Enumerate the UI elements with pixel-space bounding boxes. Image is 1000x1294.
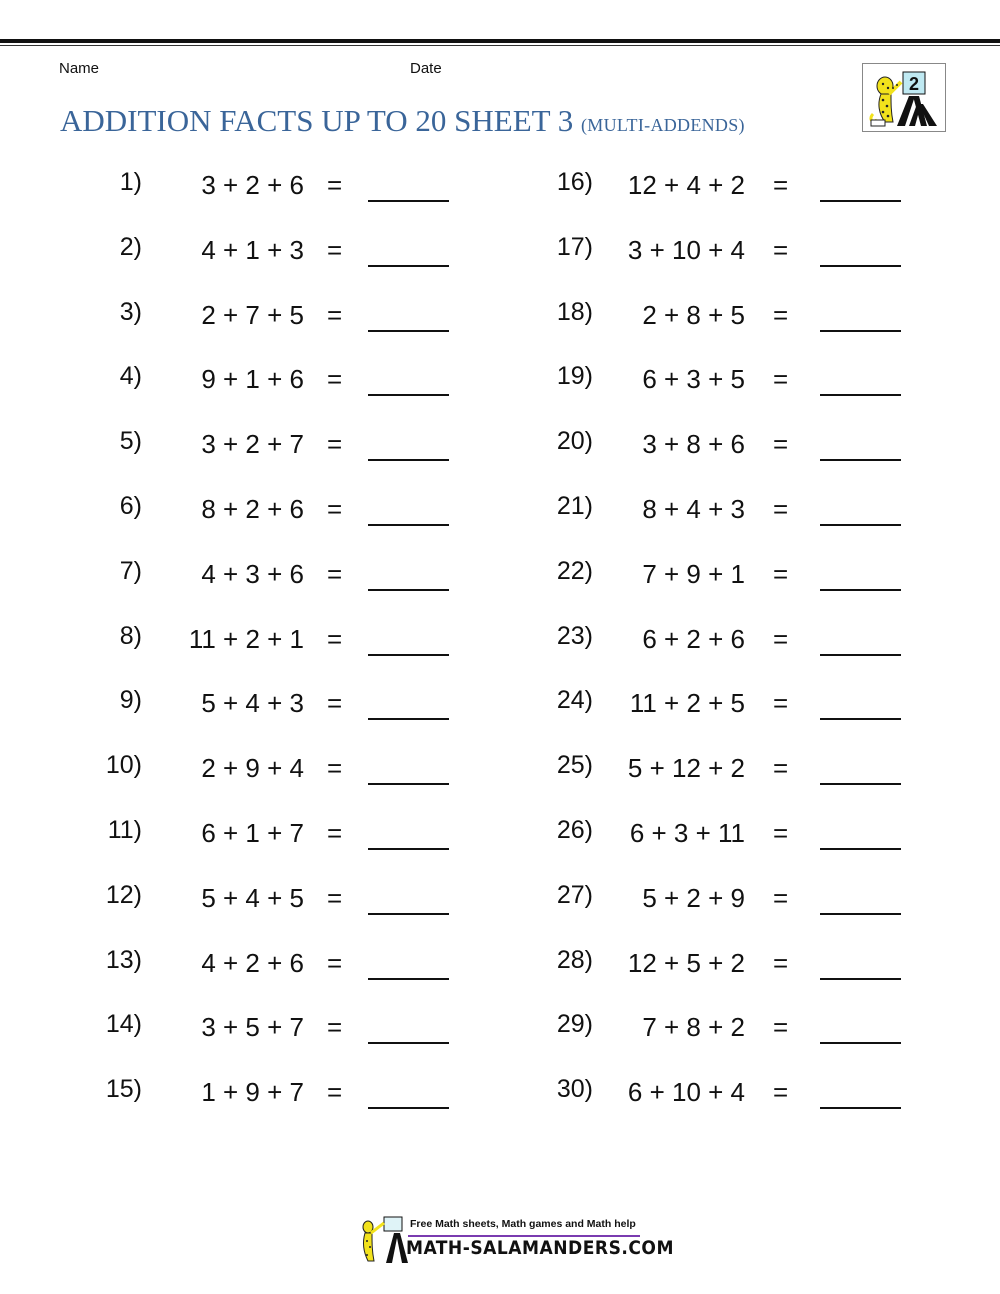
problem-expression: 4 + 2 + 6	[201, 947, 304, 978]
answer-blank[interactable]	[820, 589, 901, 591]
problem-row	[0, 170, 1000, 210]
problem-row	[0, 688, 1000, 728]
problem-expression: 6 + 3 + 5	[642, 364, 745, 395]
equals-sign: =	[773, 364, 789, 395]
equals-sign: =	[327, 170, 343, 200]
problem-expression: 3 + 2 + 7	[201, 429, 304, 460]
problem-expression: 3 + 2 + 6	[201, 170, 304, 200]
answer-blank[interactable]	[820, 394, 901, 396]
problem-number: 28)	[556, 945, 593, 974]
problem-expression: 5 + 2 + 9	[642, 882, 745, 913]
equals-sign: =	[773, 558, 789, 589]
problem-number: 14)	[105, 1010, 142, 1039]
problem-expression: 3 + 10 + 4	[627, 234, 745, 265]
problem-number: 9)	[119, 686, 142, 715]
equals-sign: =	[327, 429, 343, 460]
problem-number: 16)	[556, 168, 593, 196]
problem-number: 6)	[119, 492, 142, 520]
answer-blank[interactable]	[820, 524, 901, 526]
answer-blank[interactable]	[820, 1042, 901, 1044]
problem-row	[0, 297, 1000, 340]
problem-expression: 4 + 3 + 6	[201, 558, 304, 589]
title-subtitle: (MULTI-ADDENDS)	[581, 115, 745, 135]
problem-expression: 11 + 2 + 5	[629, 688, 745, 719]
problem-number: 22)	[556, 556, 593, 585]
problem-number: 30)	[556, 1075, 593, 1104]
problem-number: 21)	[556, 492, 593, 520]
equals-sign: =	[773, 494, 789, 524]
answer-blank[interactable]	[820, 848, 901, 850]
problem-number: 12)	[105, 880, 142, 909]
equals-sign: =	[773, 818, 789, 848]
top-rule-thick	[0, 39, 1000, 43]
problem-row	[0, 753, 1000, 793]
equals-sign: =	[773, 1012, 789, 1043]
equals-sign: =	[773, 753, 789, 784]
equals-sign: =	[327, 558, 343, 589]
answer-blank[interactable]	[820, 913, 901, 915]
equals-sign: =	[773, 234, 789, 265]
salamander-teacher-icon	[863, 64, 945, 131]
equals-sign: =	[327, 882, 343, 913]
equals-sign: =	[773, 882, 789, 913]
problem-expression: 5 + 12 + 2	[627, 753, 745, 784]
answer-blank[interactable]	[820, 200, 901, 202]
footer-tagline: Free Math sheets, Math games and Math help	[410, 1218, 636, 1230]
problem-number: 10)	[105, 751, 142, 780]
problem-row	[0, 494, 1000, 534]
problem-expression: 3 + 5 + 7	[201, 1012, 304, 1043]
equals-sign: =	[327, 753, 343, 784]
salamander-logo	[862, 63, 946, 132]
equals-sign: =	[327, 947, 343, 978]
answer-blank[interactable]	[820, 654, 901, 656]
problem-number: 23)	[556, 621, 593, 650]
problem-row	[0, 364, 1000, 404]
problem-number: 4)	[119, 362, 142, 391]
problem-number: 27)	[556, 880, 593, 909]
problem-number: 13)	[105, 945, 142, 974]
problem-expression: 2 + 8 + 5	[642, 299, 745, 330]
problem-expression: 6 + 2 + 6	[642, 623, 745, 654]
equals-sign: =	[773, 1077, 789, 1108]
problem-expression: 5 + 4 + 3	[201, 688, 304, 719]
problem-row	[0, 556, 1000, 599]
problem-number: 15)	[105, 1075, 142, 1104]
problem-number: 2)	[119, 232, 142, 261]
problem-row	[0, 1012, 1000, 1052]
equals-sign: =	[327, 234, 343, 265]
answer-blank[interactable]	[820, 265, 901, 267]
footer-salamander-icon	[356, 1215, 408, 1265]
problem-expression: 9 + 1 + 6	[201, 364, 304, 395]
equals-sign: =	[773, 623, 789, 654]
problem-expression: 2 + 9 + 4	[201, 753, 304, 784]
problem-row	[0, 1077, 1000, 1117]
answer-blank[interactable]	[820, 1107, 901, 1109]
answer-blank[interactable]	[820, 783, 901, 785]
equals-sign: =	[327, 688, 343, 719]
problem-expression: 6 + 1 + 7	[201, 818, 304, 848]
problem-expression: 8 + 4 + 3	[642, 494, 745, 524]
equals-sign: =	[327, 818, 343, 848]
equals-sign: =	[327, 1077, 343, 1108]
problem-number: 26)	[556, 816, 593, 844]
problem-expression: 1 + 9 + 7	[201, 1077, 304, 1108]
problem-number: 11)	[107, 816, 142, 844]
problem-number: 3)	[119, 297, 142, 326]
problem-expression: 6 + 3 + 11	[629, 818, 745, 848]
problem-expression: 5 + 4 + 5	[201, 882, 304, 913]
problem-number: 24)	[556, 686, 593, 715]
problem-row	[0, 621, 1000, 664]
problem-row	[0, 232, 1000, 275]
problem-number: 7)	[119, 556, 142, 585]
worksheet-title	[60, 103, 745, 139]
problem-expression: 6 + 10 + 4	[627, 1077, 745, 1108]
problem-expression: 7 + 8 + 2	[642, 1012, 745, 1043]
problem-number: 1)	[119, 168, 142, 196]
top-rule-thin	[0, 45, 1000, 46]
problem-expression: 12 + 5 + 2	[627, 947, 745, 978]
equals-sign: =	[773, 299, 789, 330]
problem-number: 17)	[556, 232, 593, 261]
equals-sign: =	[773, 170, 789, 200]
answer-blank[interactable]	[820, 978, 901, 980]
problem-row	[0, 880, 1000, 923]
answer-blank[interactable]	[820, 718, 901, 720]
equals-sign: =	[773, 429, 789, 460]
equals-sign: =	[327, 623, 343, 654]
problem-number: 20)	[556, 427, 593, 456]
problem-number: 5)	[119, 427, 142, 456]
problem-expression: 2 + 7 + 5	[201, 299, 304, 330]
problem-row	[0, 429, 1000, 469]
problem-expression: 12 + 4 + 2	[627, 170, 745, 200]
equals-sign: =	[327, 494, 343, 524]
equals-sign: =	[327, 1012, 343, 1043]
problem-row	[0, 945, 1000, 988]
equals-sign: =	[773, 688, 789, 719]
problem-expression: 7 + 9 + 1	[642, 558, 745, 589]
problem-number: 25)	[556, 751, 593, 780]
problem-number: 19)	[556, 362, 593, 391]
problem-expression: 4 + 1 + 3	[201, 234, 304, 265]
svg-text:2: 2	[908, 74, 920, 94]
problem-number: 8)	[119, 621, 142, 650]
title-main: ADDITION FACTS UP TO 20 SHEET 3	[60, 103, 574, 138]
equals-sign: =	[327, 299, 343, 330]
problem-number: 29)	[556, 1010, 593, 1039]
footer-logo	[356, 1215, 674, 1265]
equals-sign: =	[773, 947, 789, 978]
problem-expression: 8 + 2 + 6	[201, 494, 304, 524]
footer-site-name: MATH-SALAMANDERS.COM	[406, 1237, 674, 1259]
answer-blank[interactable]	[820, 459, 901, 461]
problem-expression: 11 + 2 + 1	[188, 623, 304, 654]
problem-number: 18)	[556, 297, 593, 326]
equals-sign: =	[327, 364, 343, 395]
name-label: Name	[59, 60, 100, 77]
date-label: Date	[410, 60, 442, 77]
problem-expression: 3 + 8 + 6	[642, 429, 745, 460]
problem-row	[0, 818, 1000, 858]
answer-blank[interactable]	[820, 330, 901, 332]
